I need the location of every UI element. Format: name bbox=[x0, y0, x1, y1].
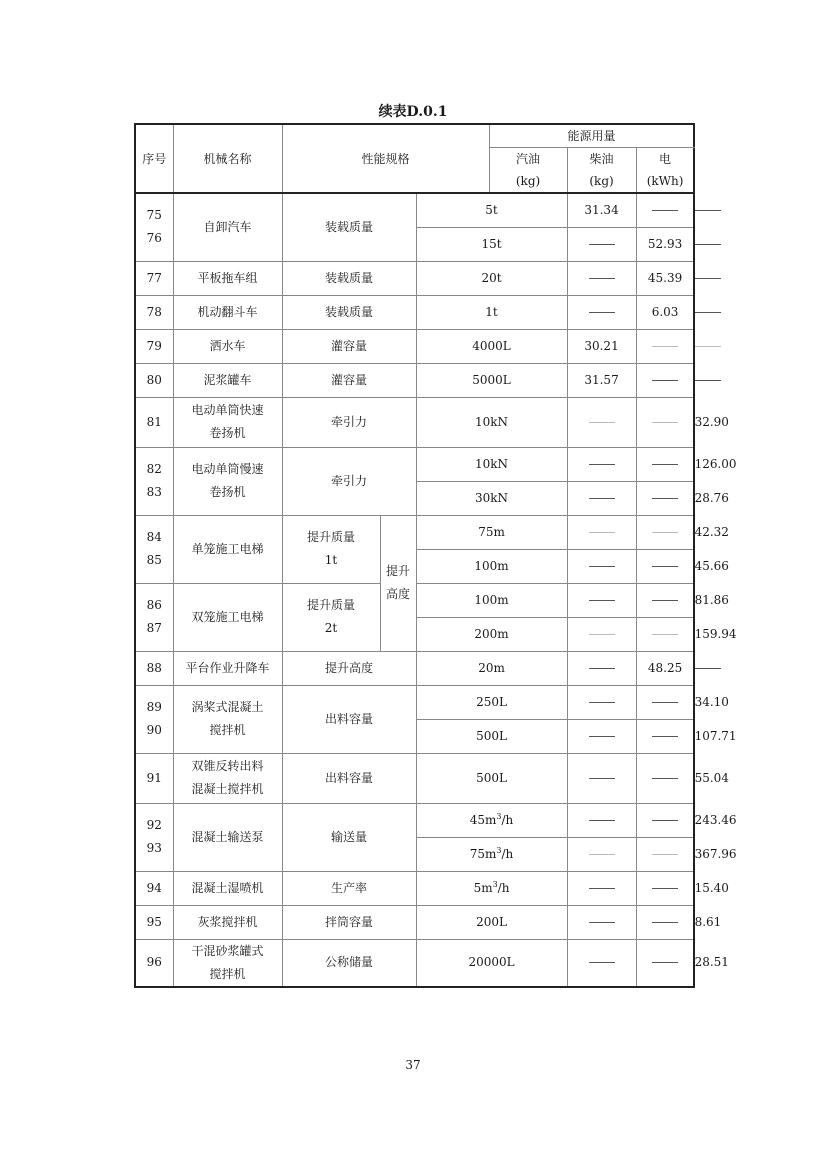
table-row: 81 电动单筒快速 卷扬机 牵引力 10kN 32.90 bbox=[135, 397, 694, 447]
dash bbox=[589, 532, 615, 533]
table-row: 92 93 混凝土输送泵 输送量 $45m^3/h$ 243.46 bbox=[135, 803, 694, 837]
table-row: 89 90 涡桨式混凝土 搅拌机 出料容量 250L 34.10 bbox=[135, 685, 694, 719]
energy-table bbox=[134, 123, 737, 988]
header-gasoline: 汽油 bbox=[489, 148, 567, 171]
dash bbox=[695, 278, 721, 279]
dash bbox=[589, 634, 615, 635]
dash bbox=[652, 962, 678, 963]
dash bbox=[589, 600, 615, 601]
table-row: 77 平板拖车组 装载质量 20t 45.39 bbox=[135, 261, 694, 295]
header-electric: 电 bbox=[636, 148, 694, 171]
table-title: 续表D.0.1 bbox=[378, 104, 448, 120]
header-diesel: 柴油 bbox=[567, 148, 636, 171]
dash bbox=[589, 566, 615, 567]
table-row: $75m^3/h$ 367.96 bbox=[135, 837, 694, 871]
dash bbox=[652, 422, 678, 423]
table-row: 95 灰浆搅拌机 拌筒容量 200L 8.61 bbox=[135, 905, 694, 939]
dash bbox=[652, 498, 678, 499]
table-row: 79 洒水车 灌容量 4000L 30.21 bbox=[135, 329, 694, 363]
dash bbox=[695, 346, 721, 347]
dash bbox=[652, 736, 678, 737]
dash bbox=[695, 668, 721, 669]
header-row bbox=[135, 124, 694, 148]
header-diesel-unit: (kg) bbox=[567, 170, 636, 193]
table-row: 94 混凝土湿喷机 生产率 $5m^3/h$ 15.40 bbox=[135, 871, 694, 905]
dash bbox=[652, 566, 678, 567]
dash bbox=[652, 210, 678, 211]
dash bbox=[652, 778, 678, 779]
dash bbox=[589, 736, 615, 737]
dash bbox=[589, 820, 615, 821]
table-row: 82 83 电动单筒慢速 卷扬机 牵引力 10kN 126.00 bbox=[135, 447, 694, 481]
table-row: 88 平台作业升降车 提升高度 20m 48.25 bbox=[135, 651, 694, 685]
table-row: 80 泥浆罐车 灌容量 5000L 31.57 bbox=[135, 363, 694, 397]
header-name: 机械名称 bbox=[173, 124, 282, 193]
dash bbox=[652, 380, 678, 381]
table-row: 96 干混砂浆罐式 搅拌机 公称储量 20000L 28.51 bbox=[135, 939, 694, 987]
table-row: 30kN 28.76 bbox=[135, 481, 694, 515]
dash bbox=[652, 464, 678, 465]
dash bbox=[652, 854, 678, 855]
table-row: 15t 52.93 bbox=[135, 227, 694, 261]
dash bbox=[589, 962, 615, 963]
dash bbox=[652, 532, 678, 533]
dash bbox=[589, 464, 615, 465]
dash bbox=[589, 244, 615, 245]
dash bbox=[652, 922, 678, 923]
dash bbox=[589, 702, 615, 703]
dash bbox=[589, 498, 615, 499]
table-row: 200m 159.94 bbox=[135, 617, 694, 651]
dash bbox=[695, 210, 721, 211]
table-row: 78 机动翻斗车 装载质量 1t 6.03 bbox=[135, 295, 694, 329]
dash bbox=[589, 278, 615, 279]
dash bbox=[589, 422, 615, 423]
dash bbox=[589, 778, 615, 779]
dash bbox=[652, 820, 678, 821]
table-row: 75 76 自卸汽车 装载质量 5t 31.34 bbox=[135, 193, 694, 227]
header-electric-unit: (kWh) bbox=[636, 170, 694, 193]
dash bbox=[652, 888, 678, 889]
header-spec: 性能规格 bbox=[282, 124, 489, 193]
dash bbox=[589, 854, 615, 855]
dash bbox=[589, 312, 615, 313]
dash bbox=[695, 312, 721, 313]
header-seq: 序号 bbox=[135, 124, 173, 193]
dash bbox=[652, 346, 678, 347]
dash bbox=[589, 668, 615, 669]
dash bbox=[652, 702, 678, 703]
dash bbox=[589, 888, 615, 889]
page-number: 37 bbox=[405, 1058, 421, 1072]
dash bbox=[652, 600, 678, 601]
dash bbox=[652, 634, 678, 635]
header-energy: 能源用量 bbox=[489, 124, 694, 148]
table-row: 100m 45.66 bbox=[135, 549, 694, 583]
dash bbox=[695, 244, 721, 245]
header-gasoline-unit: (kg) bbox=[489, 170, 567, 193]
dash bbox=[695, 380, 721, 381]
table-row: 91 双锥反转出料 混凝土搅拌机 出料容量 500L 55.04 bbox=[135, 753, 694, 803]
table-row: 84 85 单笼施工电梯 提升质量 1t 提升 高度 75m 42.32 bbox=[135, 515, 694, 549]
table-row: 86 87 双笼施工电梯 提升质量 2t 100m 81.86 bbox=[135, 583, 694, 617]
table-row: 500L 107.71 bbox=[135, 719, 694, 753]
dash bbox=[589, 922, 615, 923]
